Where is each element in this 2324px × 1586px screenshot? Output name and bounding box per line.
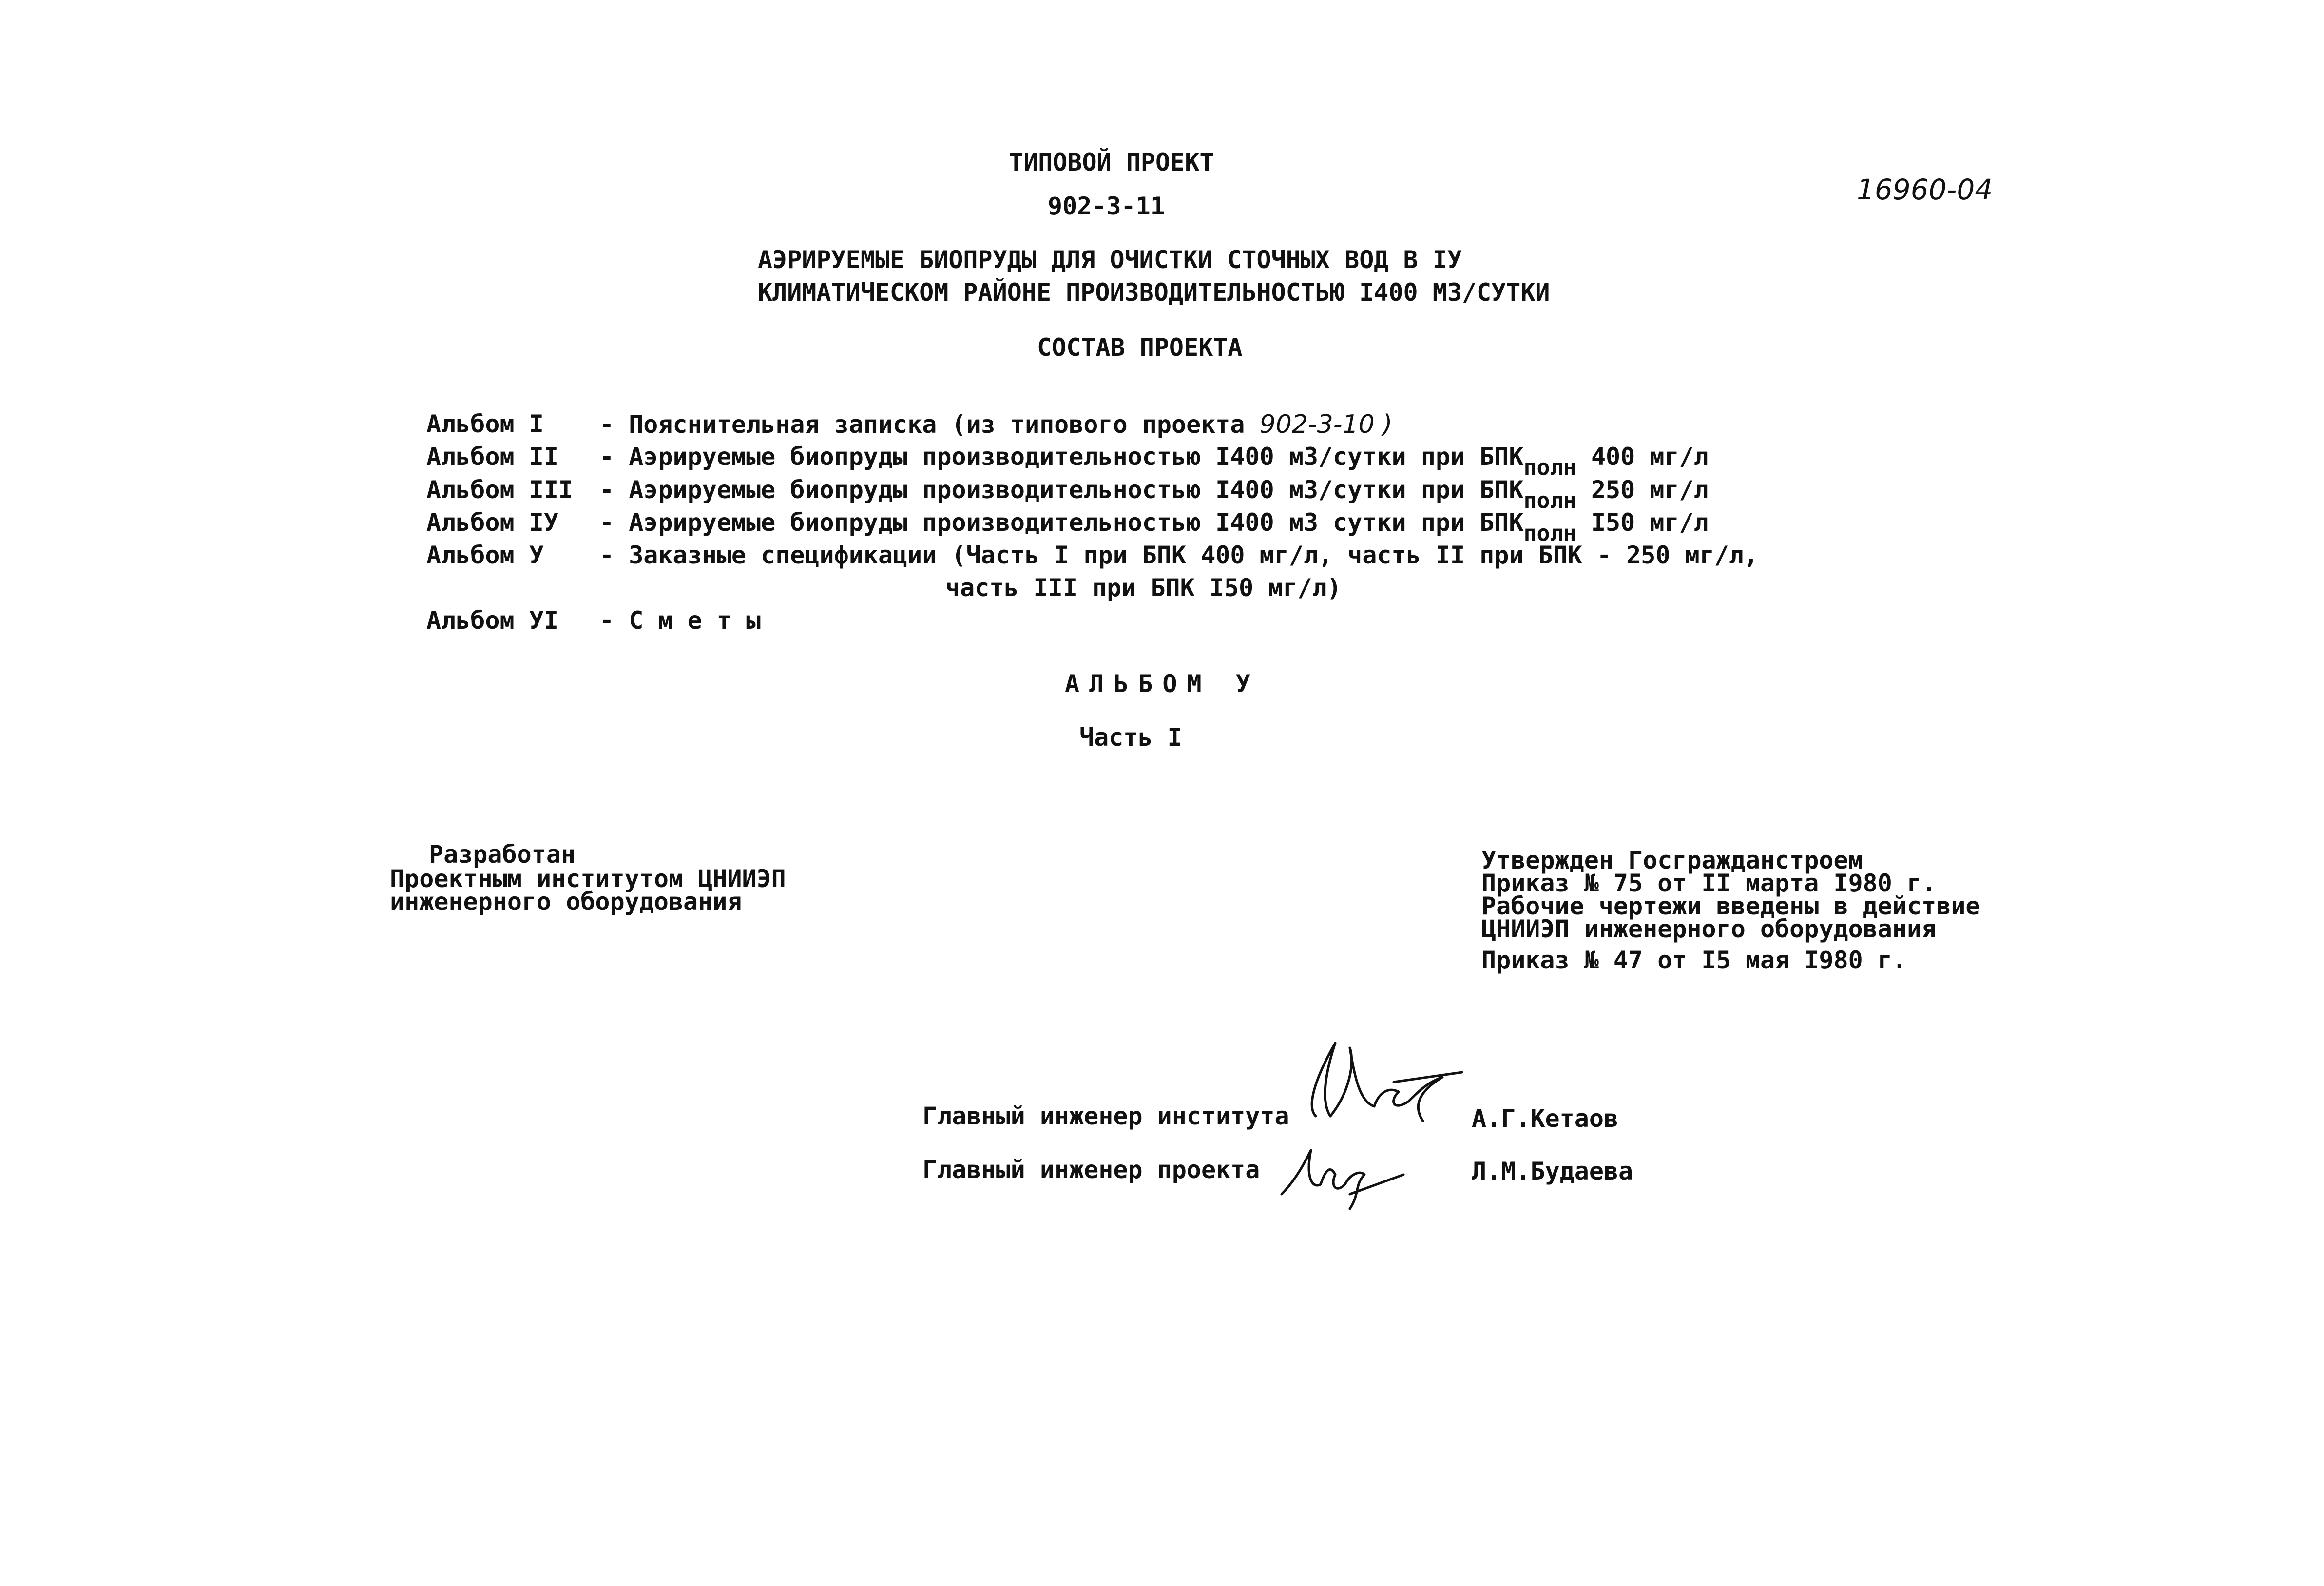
approved-order: Приказ № 75 от II марта I980 г. xyxy=(1481,869,1937,897)
album-name: Альбом У xyxy=(426,541,544,569)
developed-institute: Проектным институтом ЦНИИЭП xyxy=(390,865,786,893)
album-description: - Пояснительная записка (из типового проекта 902-3-10 ) xyxy=(599,410,1393,439)
drawings-enacted: Рабочие чертежи введены в действие xyxy=(1481,892,1980,920)
album-name: Альбом УI xyxy=(426,606,558,635)
part-heading: Часть I xyxy=(1079,723,1182,752)
album-description-continued: часть III при БПК I50 мг/л) xyxy=(945,574,1342,602)
inventory-number: 16960-04 xyxy=(1857,173,1993,206)
developed-institute-continued: инженерного оборудования xyxy=(390,888,742,916)
album-name: Альбом II xyxy=(426,443,558,471)
album-description: - Аэрируемые биопруды производительностью I400 м3/сутки при $БПК_{полн}$ 250 мг/л xyxy=(599,476,1709,514)
document-title: ТИПОВОЙ ПРОЕКТ xyxy=(1009,148,1214,176)
album-heading: АЛЬБОМ У xyxy=(1065,670,1260,698)
album-description: - Заказные спецификации (Часть I при БПК 400 мг/л, часть II при БПК - 250 мг/л, xyxy=(599,541,1759,569)
album-description: - С м е т ы xyxy=(599,606,761,635)
composition-title: СОСТАВ ПРОЕКТА xyxy=(1037,333,1243,362)
enacting-institute: ЦНИИЭП инженерного оборудования xyxy=(1481,915,1937,943)
subject-line-1: АЭРИРУЕМЫЕ БИОПРУДЫ ДЛЯ ОЧИСТКИ СТОЧНЫХ ВОД В IУ xyxy=(758,246,1462,274)
album-name: Альбом III xyxy=(426,476,574,504)
album-description: - Аэрируемые биопруды производительностью I400 м3 сутки при $БПК_{полн}$ I50 мг/л xyxy=(599,508,1709,546)
handwritten-project-number: 902-3-10 ) xyxy=(1259,410,1393,439)
signatory-name: А.Г.Кетаов xyxy=(1472,1104,1619,1133)
signature-role: Главный инженер проекта xyxy=(922,1156,1260,1184)
signature-chief-engineer-institute xyxy=(1296,1033,1472,1131)
enacting-order: Приказ № 47 от I5 мая I980 г. xyxy=(1481,946,1907,974)
album-name: Альбом I xyxy=(426,410,544,438)
album-name: Альбом IУ xyxy=(426,508,558,537)
signature-role: Главный инженер института xyxy=(922,1102,1289,1130)
signature-chief-engineer-project xyxy=(1277,1141,1423,1219)
project-number: 902-3-11 xyxy=(1048,192,1165,220)
approved-label: Утвержден Госгражданстроем xyxy=(1481,846,1863,874)
subject-line-2: КЛИМАТИЧЕСКОМ РАЙОНЕ ПРОИЗВОДИТЕЛЬНОСТЬЮ I400 М3/СУТКИ xyxy=(758,278,1550,307)
album-description: - Аэрируемые биопруды производительностью I400 м3/сутки при $БПК_{полн}$ 400 мг/л xyxy=(599,443,1709,481)
signatory-name: Л.М.Будаева xyxy=(1472,1157,1633,1185)
developed-label: Разработан xyxy=(429,840,576,869)
